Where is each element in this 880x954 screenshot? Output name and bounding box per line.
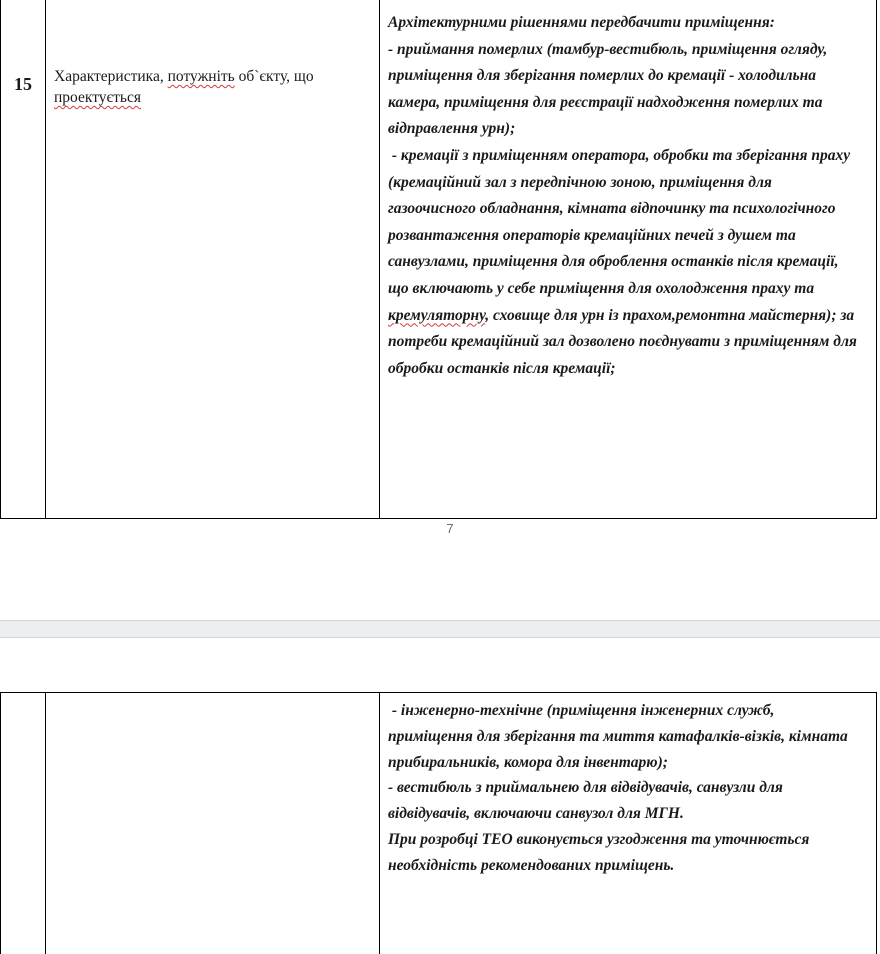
- spellcheck-word: проектується: [54, 89, 142, 106]
- page-break: [0, 620, 880, 638]
- requirements-cell-top: [388, 10, 861, 382]
- table-border-col1: [45, 692, 46, 954]
- row-number: 15: [14, 74, 32, 94]
- requirement-note: При розробці ТЕО виконується узгодження та уточнюється необхідність рекомендованих приміщень.: [388, 830, 814, 874]
- spellcheck-word: потужніть: [167, 68, 235, 85]
- table-border-bottom: [0, 518, 877, 519]
- table-border-left: [0, 0, 1, 519]
- table-border-left: [0, 692, 1, 954]
- characteristic-cell: Характеристика, потужніть об`єкту, що проектується: [54, 68, 314, 106]
- page-number: 7: [446, 521, 454, 536]
- spellcheck-word: кремуляторну: [388, 306, 486, 324]
- table-border-top: [0, 692, 877, 693]
- table-border-col2: [379, 692, 380, 954]
- table-border-col2: [379, 0, 380, 519]
- requirement-item-reception: - приймання померлих (тамбур-вестибюль, приміщення огляду, приміщення для зберігання померлих до кремації - холодильна камера, приміщення для реєстрації надходження померлих та відправлення урн);: [388, 40, 832, 138]
- requirement-item-engineering: - інженерно-технічне (приміщення інженерних служб, приміщення для зберігання та миття катафалків-візків, кімната прибиральників, комора для інвентарю);: [388, 702, 852, 771]
- requirements-heading: Архітектурними рішеннями передбачити приміщення:: [388, 14, 775, 31]
- document-page-bottom: [0, 638, 880, 954]
- requirement-item-vestibule: - вестибюль з приймальнею для відвідувачів, санвузли для відвідувачів, включаючи санвузол для МГН.: [388, 779, 791, 823]
- requirement-item-cremation: - кремації з приміщенням оператора, обробки та зберігання праху (кремаційний зал з передпічною зоною, приміщення для газоочисного обладнання, кімната відпочинку та психологічного розвантаження операторів кремаційних печей з душем та санвузлами, приміщення для оброблення останків після кремації, що включають у себе приміщення для охолодження праху та кремуляторну, сховище для урн із прахом,ремонтна майстерня); за потреби кремаційний зал дозволено поєднувати з приміщенням для обробки останків після кремації;: [388, 146, 861, 377]
- table-border-right: [876, 692, 877, 954]
- table-border-right: [876, 0, 877, 519]
- table-border-col1: [45, 0, 46, 519]
- requirements-table-bottom: [0, 692, 877, 954]
- requirements-cell-bottom: [388, 698, 858, 879]
